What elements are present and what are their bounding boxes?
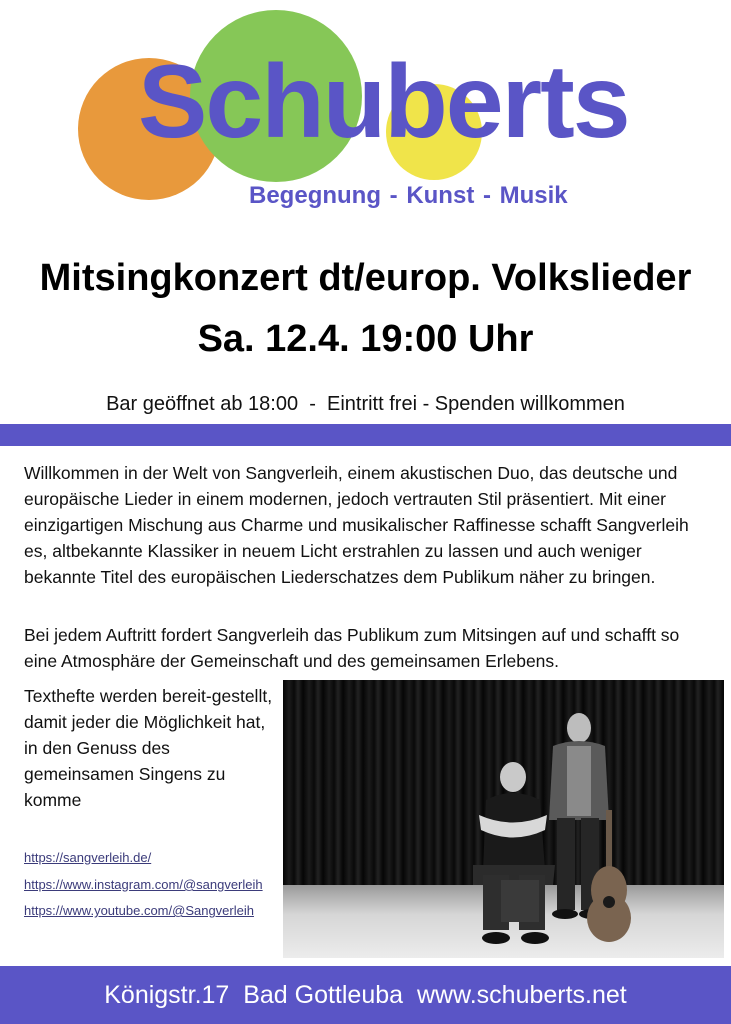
- event-title: Mitsingkonzert dt/europ. Volkslieder: [39, 257, 692, 299]
- intro-paragraph: Willkommen in der Welt von Sangverleih, einem akustischen Duo, das deutsche und europäische Lieder in einem modernen, jedoch vertrauten Stil präsentiert. Mit einer einzigartigen Mischung aus Charme und musikalischer Raffinesse schafft Sangverleih es, altbekannte Klassiker in neuem Licht erstrahlen zu lassen und auch weniger bekannte Titel des europäischen Liederschatzes dem Publikum näher zu bringen.: [24, 463, 689, 587]
- songbook-text: Texthefte werden bereit-gestellt, damit jeder die Möglichkeit hat, in den Genuss des gemeinsamen Singens zu komme: [24, 686, 273, 810]
- logo-wordmark: Schuberts: [138, 44, 629, 160]
- logo-tagline: Begegnung - Kunst - Musik: [249, 182, 568, 209]
- link-youtube[interactable]: https://www.youtube.com/@Sangverleih: [24, 903, 254, 918]
- footer-address: Königstr.17 Bad Gottleuba www.schuberts.net: [104, 981, 627, 1009]
- musicians-illustration: [283, 680, 724, 958]
- link-website[interactable]: https://sangverleih.de/: [24, 850, 152, 865]
- singalong-paragraph: Bei jedem Auftritt fordert Sangverleih das Publikum zum Mitsingen auf und schafft so eine Atmosphäre der Gemeinschaft und des gemeinsamen Erlebens.: [24, 625, 680, 671]
- band-photo: [283, 680, 724, 958]
- event-datetime: Sa. 12.4. 19:00 Uhr: [197, 318, 534, 360]
- divider-band: [0, 424, 731, 446]
- link-instagram[interactable]: https://www.instagram.com/@sangverleih: [24, 877, 263, 892]
- event-info: Bar geöffnet ab 18:00 - Eintritt frei - Spenden willkommen: [106, 393, 625, 415]
